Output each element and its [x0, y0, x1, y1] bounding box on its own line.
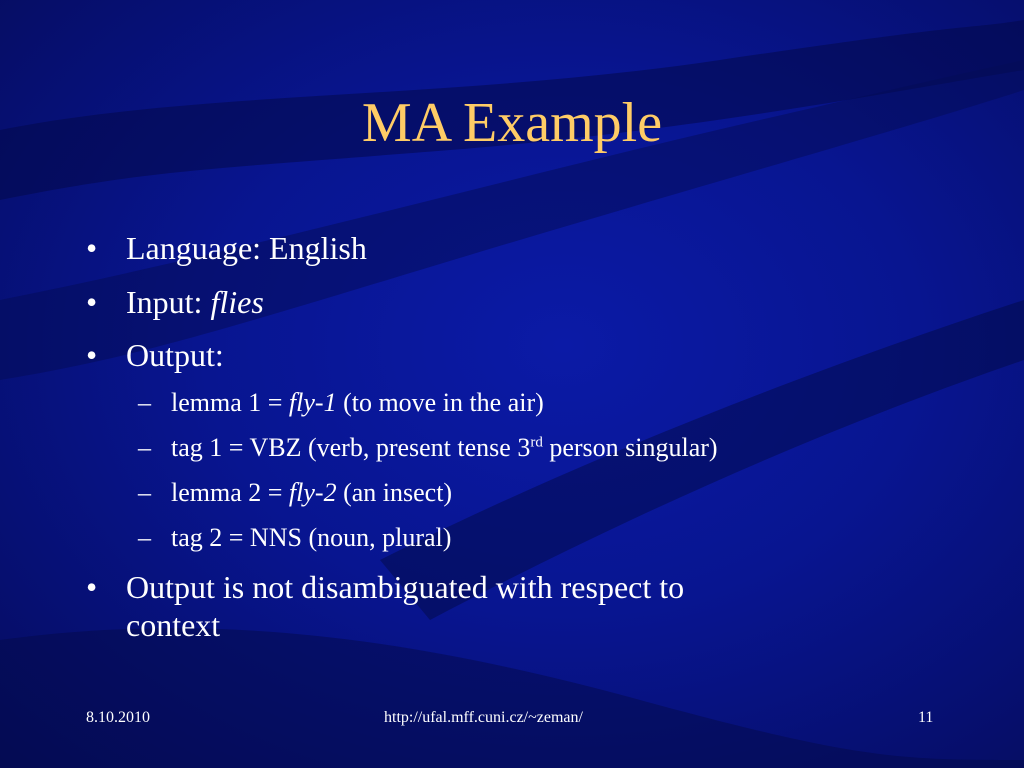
dash-marker: – [138, 433, 151, 462]
sub-item-text: tag 1 = VBZ (verb, present tense 3 [171, 433, 531, 462]
sub-item-suffix: (to move in the air) [336, 388, 544, 417]
bullet-marker: • [86, 569, 98, 605]
sub-item-text: tag 2 = NNS (noun, plural) [171, 523, 452, 552]
bullet-text-continued: context [126, 607, 221, 643]
bullet-disambiguation [86, 568, 886, 644]
bullet-text: Output: [126, 337, 224, 373]
bullet-output [86, 336, 886, 374]
bullet-language [86, 229, 886, 267]
sub-item-text: lemma 2 = [171, 478, 289, 507]
footer-date: 8.10.2010 [86, 709, 150, 726]
sub-item-tag-2 [138, 522, 971, 554]
footer-url[interactable]: http://ufal.mff.cuni.cz/~zeman/ [384, 709, 583, 726]
sub-item-suffix: (an insect) [336, 478, 453, 507]
footer-page-number: 11 [918, 709, 934, 726]
dash-marker: – [138, 388, 151, 417]
sub-item-tag-1 [138, 432, 971, 464]
dash-marker: – [138, 478, 151, 507]
bullet-marker: • [86, 337, 98, 373]
sub-item-superscript: rd [530, 434, 543, 451]
dash-marker: – [138, 523, 151, 552]
sub-item-lemma-1 [138, 387, 971, 419]
bullet-marker: • [86, 284, 98, 320]
bullet-text: Input: [126, 284, 211, 320]
slide-title: MA Example [361, 92, 663, 154]
sub-item-text: lemma 1 = [171, 388, 289, 417]
bullet-input [86, 283, 886, 321]
sub-item-suffix: person singular) [542, 433, 718, 462]
sub-item-lemma-2 [138, 477, 971, 509]
bullet-italic-word: flies [210, 284, 264, 320]
bullet-text: Output is not disambiguated with respect to [126, 569, 685, 605]
sub-item-italic: fly-1 [288, 388, 337, 417]
bullet-text: Language: English [126, 230, 367, 266]
bullet-marker: • [86, 230, 98, 266]
sub-item-italic: fly-2 [288, 478, 337, 507]
